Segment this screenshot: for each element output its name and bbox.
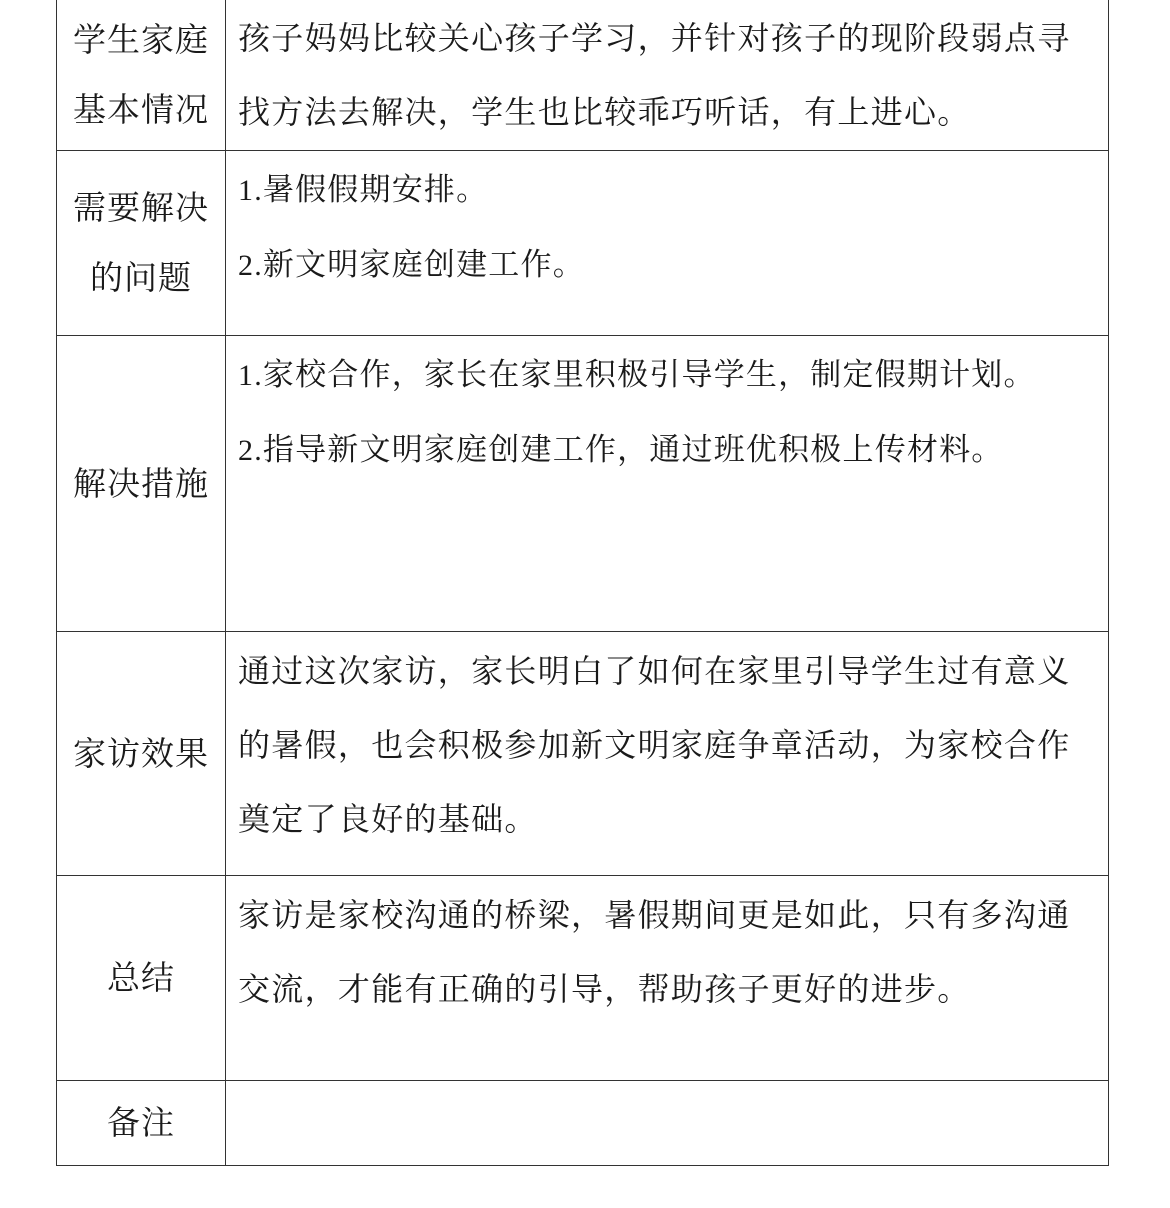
row-label-cell xyxy=(57,1081,226,1166)
summary-text: 家访是家校沟通的桥梁，暑假期间更是如此，只有多沟通交流，才能有正确的引导，帮助孩子更好的进步。 xyxy=(238,896,1071,1008)
measure-item: 1.家校合作，家长在家里积极引导学生，制定假期计划。 xyxy=(238,357,1036,393)
table-row-remarks xyxy=(57,1081,1109,1166)
row-label-cell xyxy=(57,336,226,632)
table-row-problems xyxy=(57,151,1109,336)
row-content-cell xyxy=(226,151,1109,336)
row-label-cell xyxy=(57,876,226,1081)
row-label-remarks: 备注 xyxy=(107,1103,175,1142)
row-label-cell xyxy=(57,632,226,876)
row-label-cell xyxy=(57,0,226,151)
table-row-measures xyxy=(57,336,1109,632)
problem-item: 1.暑假假期安排。 xyxy=(238,172,489,208)
row-label-family-situation: 学生家庭 基本情况 xyxy=(73,19,209,129)
table-row-family-situation xyxy=(57,0,1109,151)
row-label-problems: 需要解决 的问题 xyxy=(73,188,209,297)
row-content-cell xyxy=(226,876,1109,1081)
remarks-content-cell xyxy=(226,1081,1109,1166)
problem-item: 2.新文明家庭创建工作。 xyxy=(238,247,585,283)
row-label-cell xyxy=(57,151,226,336)
family-situation-text: 孩子妈妈比较关心孩子学习，并针对孩子的现阶段弱点寻找方法去解决，学生也比较乖巧听话，有上进心。 xyxy=(238,19,1071,131)
row-label-measures: 解决措施 xyxy=(73,463,209,503)
row-content-cell xyxy=(226,632,1109,876)
measure-item: 2.指导新文明家庭创建工作，通过班优积极上传材料。 xyxy=(238,432,1004,468)
row-label-visit-effect: 家访效果 xyxy=(73,733,209,773)
home-visit-record-table xyxy=(56,0,1109,1166)
row-label-summary: 总结 xyxy=(107,958,175,997)
table-row-summary xyxy=(57,876,1109,1081)
visit-effect-text: 通过这次家访，家长明白了如何在家里引导学生过有意义的暑假，也会积极参加新文明家庭争章活动，为家校合作奠定了良好的基础。 xyxy=(238,652,1071,838)
table-row-visit-effect xyxy=(57,632,1109,876)
row-content-cell xyxy=(226,336,1109,632)
row-content-cell xyxy=(226,0,1109,151)
